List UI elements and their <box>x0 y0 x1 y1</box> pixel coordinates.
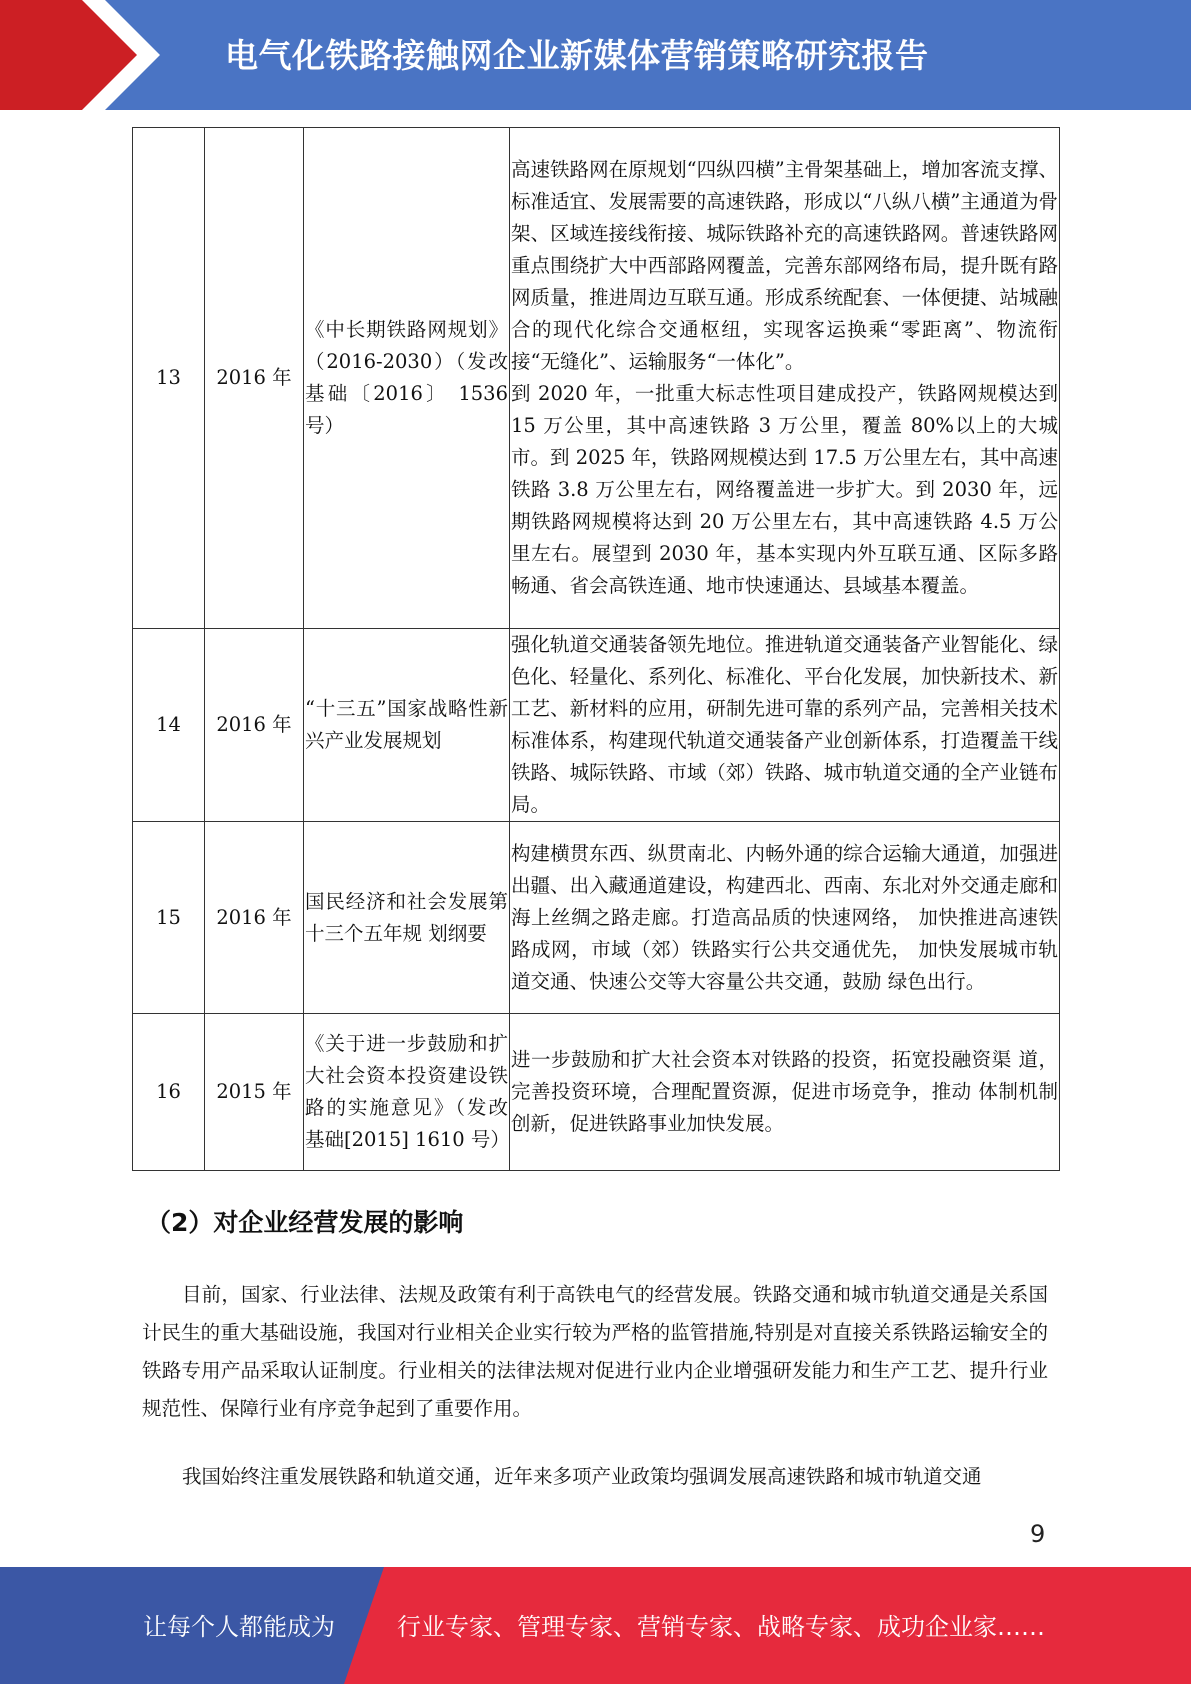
footer-slogan-left: 让每个人都能成为 <box>143 1613 335 1641</box>
policy-content: 进一步鼓励和扩大社会资本对铁路的投资，拓宽投融资渠 道，完善投资环境，合理配置资源，促进市场竞争，推动 体制机制创新，促进铁路事业加快发展。 <box>510 1014 1060 1171</box>
policy-name: 《中长期铁路网规划》（2016-2030）（发改基础〔2016〕 1536 号） <box>304 128 510 629</box>
policy-content: 构建横贯东西、纵贯南北、内畅外通的综合运输大通道，加强进出疆、出入藏通道建设，构建西北、西南、东北对外交通走廊和海上丝绸之路走廊。打造高品质的快速网络， 加快推进高速铁路成网，市域（郊）铁路实行公共交通优先， 加快发展城市轨道交通、快速公交等大容量公共交通，鼓励 绿色出行。 <box>510 822 1060 1014</box>
row-number: 14 <box>133 629 205 822</box>
page-number: 9 <box>1030 1520 1046 1548</box>
header-arrow-decoration <box>0 0 160 110</box>
table-row <box>133 822 1060 1014</box>
policy-name: “十三五”国家战略性新兴产业发展规划 <box>304 629 510 822</box>
policy-content: 高速铁路网在原规划“四纵四横”主骨架基础上，增加客流支撑、标准适宜、发展需要的高速铁路，形成以“八纵八横”主通道为骨架、区域连接线衔接、城际铁路补充的高速铁路网。普速铁路网重点围绕扩大中西部路网覆盖，完善东部网络布局，提升既有路网质量，推进周边互联互通。形成系统配套、一体便捷、站城融合的现代化综合交通枢纽，实现客运换乘“零距离”、物流衔接“无缝化”、运输服务“一体化”。 到 2020 年，一批重大标志性项目建成投产，铁路网规模达到 15 万公里，其中高速铁路 3 万公里，覆盖 80%以上的大城市。到 2025 年，铁路网规模达到 17.5 万公里左右，其中高速铁路 3.8 万公里左右，网络覆盖进一步扩大。到 2030 年，远期铁路网规模将达到 20 万公里左右，其中高速铁路 4.5 万公里左右。展望到 2030 年，基本实现内外互联互通、区际多路畅通、省会高铁连通、地市快速通达、县域基本覆盖。 <box>510 128 1060 629</box>
footer-slogan-right: 行业专家、管理专家、营销专家、战略专家、成功企业家…… <box>397 1613 1045 1641</box>
table-row <box>133 1014 1060 1171</box>
table-row <box>133 629 1060 822</box>
policy-table <box>132 127 1060 1171</box>
row-year: 2016 年 <box>205 822 304 1014</box>
page-header <box>0 0 1191 110</box>
body-paragraph: 目前，国家、行业法律、法规及政策有利于高铁电气的经营发展。铁路交通和城市轨道交通是关系国计民生的重大基础设施，我国对行业相关企业实行较为严格的监管措施,特别是对直接关系铁路运输安全的铁路专用产品采取认证制度。行业相关的法律法规对促进行业内企业增强研发能力和生产工艺、提升行业规范性、保障行业有序竞争起到了重要作用。 <box>142 1283 1048 1420</box>
policy-name: 国民经济和社会发展第十三个五年规 划纲要 <box>304 822 510 1014</box>
page-footer <box>0 1567 1191 1684</box>
row-year: 2016 年 <box>205 128 304 629</box>
body-paragraph: 我国始终注重发展铁路和轨道交通，近年来多项产业政策均强调发展高速铁路和城市轨道交通 <box>182 1465 982 1488</box>
policy-name: 《关于进一步鼓励和扩大社会资本投资建设铁路的实施意见》（发改基础[2015] 1610 号） <box>304 1014 510 1171</box>
row-year: 2015 年 <box>205 1014 304 1171</box>
row-number: 13 <box>133 128 205 629</box>
policy-content: 强化轨道交通装备领先地位。推进轨道交通装备产业智能化、绿色化、轻量化、系列化、标准化、平台化发展，加快新技术、新工艺、新材料的应用，研制先进可靠的系列产品，完善相关技术标准体系，构建现代轨道交通装备产业创新体系，打造覆盖干线铁路、城际铁路、市域（郊）铁路、城市轨道交通的全产业链布局。 <box>510 629 1060 822</box>
row-number: 15 <box>133 822 205 1014</box>
row-number: 16 <box>133 1014 205 1171</box>
section-heading: （2）对企业经营发展的影响 <box>146 1208 464 1237</box>
table-row <box>133 128 1060 629</box>
header-title: 电气化铁路接触网企业新媒体营销策略研究报告 <box>225 36 929 75</box>
row-year: 2016 年 <box>205 629 304 822</box>
